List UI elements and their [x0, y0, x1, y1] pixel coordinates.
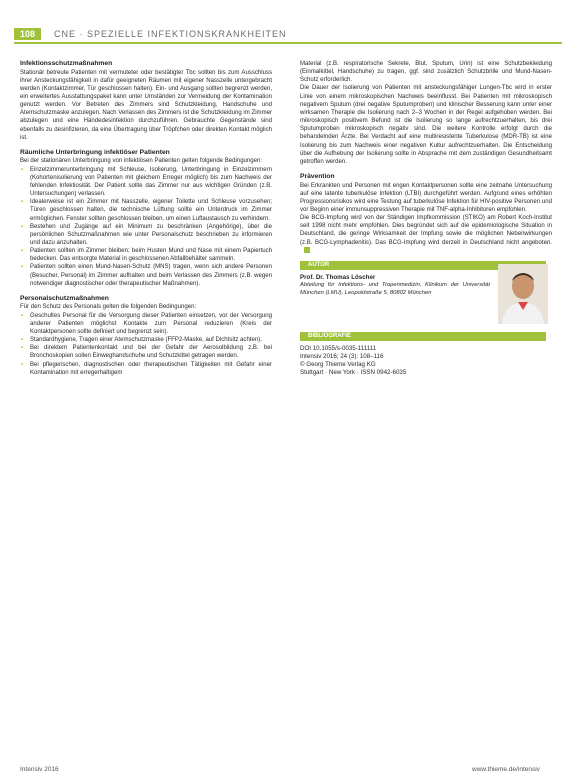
section-heading: Personalschutzmaßnahmen [20, 294, 109, 302]
section-heading: Prävention [300, 173, 335, 181]
footer-left: Intensiv 2016 [20, 766, 59, 773]
footer-right[interactable]: www.thieme.de/intensiv [472, 766, 540, 773]
list-item: ▪ Bestehen und Zugänge auf ein Minimum zu beschränken (Angehörige), über die persönlichen Schutzmaßnahmen wie unter Personalschutz beschrieben zu informieren und dazu anzuhalten. [20, 223, 272, 247]
biblio-line: Intensiv 2016; 24 (3): 108–116 [300, 352, 384, 360]
biblio-line: DOI 10.1055/s-0035-111111 [300, 344, 377, 352]
paragraph-text: Die BCG-Impfung wird von der Ständigen Impfkommission (STIKO) am Robert Koch-Institut seit 1998 nicht mehr empfohlen. Dies begründet sich auf die epidemiologische Situation in Deutschland, die geringe Wirksamkeit der Impfung sowie die möglichen Nebenwirkungen (z.B. BCG-Lymphadenitis). Das BCG-Impfung wird derzeit in Deutschland nicht angeboten. [300, 215, 552, 246]
author-affiliation: Abteilung für Infektions- und Tropenmedizin, Klinikum der Universität München (LMU), Leopoldstraße 5, 80802 München [300, 282, 490, 296]
paragraph: Stationär betreute Patienten mit vermuteter oder bestätigter Tbc sollten bis zum Ausschluss ihrer Ansteckungsfähigkeit in dafür geeigneten Räumen mit eigener Nasszelle untergebracht werden (Kontaktzimmer, Tür geschlossen halten). Ein- und Ausgang sollten begrenzt werden, ein erweitertes Ausstattungspaket kann unter Umständen zur Vermeidung der Kontamination genutzt werden. Vor Betreten des Zimmers sind Schutzkleidung, Handschuhe und Atemschutzmaske anzulegen. Nach Verlassen des Zimmers ist die Schutzkleidung im Zimmer abzulegen und eine Händedesinfektion durchzuführen. Gebrauchte Gegenstände sind ebenfalls zu desinfizieren, da eine Übertragung über Tröpfchen oder direkten Kontakt möglich ist. [20, 69, 272, 141]
list-item: ▪ Einzelzimmerunterbringung mit Schleuse, Isolierung, Unterbringung in Einzelzimmern (Kohortenisolierung von Patienten mit gleichem Erreger möglich) bis zum Nachweis der fehlenden Infektiosität. Der Patient sollte das Zimmer nur aus wichtigen Gründen (z.B. Untersuchungen) verlassen. [20, 166, 272, 199]
bullet-list [20, 312, 272, 377]
bibliography [300, 345, 552, 377]
paragraph: Bei der stationären Unterbringung von infektiösen Patienten gelten folgende Bedingungen: [20, 158, 263, 165]
list-item: ▪ Geschultes Personal für die Versorgung dieser Patienten einsetzen, vor der Versorgung anderer Patienten möglichst Kontakte zum Personal reduzieren (Kreis der Kontaktpersonen sollte definiert und begrenzt sein). [20, 312, 272, 336]
list-item: ▪ Patienten sollten im Zimmer bleiben; beim Husten Mund und Nase mit einem Papiertuch bedecken. Das entsorgte Material in geschlossenen Abfallbehälter sammeln. [20, 247, 272, 263]
right-column [300, 60, 552, 377]
author-label: AUTOR [308, 261, 330, 268]
biblio-line: © Georg Thieme Verlag KG [300, 360, 376, 368]
page-number: 108 [14, 28, 41, 40]
author-photo [498, 264, 548, 324]
list-item: ▪ Idealerweise ist ein Zimmer mit Nasszelle, eigener Toilette und Schleuse vorzusehen; Türen geschlossen halten, die technische Lüftung sollte ein Unterdruck im Zimmer ermöglichen. Fenster sollten geschlossen bleiben, um einen Luftaustausch zu verhindern. [20, 198, 272, 222]
end-mark-icon [304, 247, 310, 253]
section-heading: Infektionsschutzmaßnahmen [20, 60, 113, 67]
paragraph: Für den Schutz des Personals gelten die folgenden Bedingungen: [20, 304, 197, 311]
header-title: CNE · SPEZIELLE INFEKTIONSKRANKHEITEN [54, 29, 287, 39]
paragraph: Material (z.B. respiratorische Sekrete, Blut, Sputum, Urin) ist eine Schutzbekleidung (Einmalkittel, Handschuhe) zu tragen, ggf. sind zusätzlich Schutzbrille und Mund-Nasen-Schutz erforderlich. [300, 61, 552, 84]
author-box [300, 274, 552, 326]
bullet-list [20, 166, 272, 288]
biblio-label: BIBLIOGRAFIE [308, 332, 351, 339]
paragraph [300, 214, 552, 255]
left-column [20, 60, 272, 377]
list-item: ▪ Patienten sollten einen Mund-Nasen-Schutz (MNS) tragen, wenn sich andere Personen (Besucher, Personal) im Zimmer aufhalten und beim Verlassen des Zimmers (z.B. wegen notwendiger diagnostischer oder therapeutischer Maßnahmen). [20, 263, 272, 287]
header-rule [14, 42, 562, 44]
paragraph: Die Dauer der Isolierung von Patienten mit ansteckungsfähiger Lungen-Tbc wird in erster Linie von einem mikroskopischen Nachweis beeinflusst. Bei Patienten mit mikroskopisch negativem Sputum (drei negative Sputumproben) und klinischer Besserung kann unter einer wirksamen Therapie die Isolierung nach 2–3 Wochen in der Regel aufgehoben werden. Bei mikroskopisch positivem Befund ist die Isolierung so lange aufrechtzuerhalten, bis drei Sputumproben mikroskopisch negativ sind. Die weitere Kontrolle erfolgt durch die behandelnden Ärzte. Bei Verdacht auf eine multiresistente Tuberkulose (MDR-TB) ist eine Isolierung bis zum Nachweis einer negativen Kultur aufrechtzuerhalten. Die Entscheidung über die Aufhebung der Isolierung sollte in Absprache mit dem zuständigen Gesundheitsamt getroffen werden. [300, 85, 552, 165]
list-item: ▪ Bei pflegerischen, diagnostischen oder therapeutischen Tätigkeiten mit Gefahr einer Kontamination mit erregerhaltigem [20, 361, 272, 377]
list-item: ▪ Standardhygiene, Tragen einer Atemschutzmaske (FFP2-Maske, auf Dichtsitz achten). [20, 336, 272, 344]
list-item: ▪ Bei direktem Patientenkontakt und bei der Gefahr der Aerosolbildung z.B. bei Bronchoskopien sollen Einweghandschuhe und Schutzkittel getragen werden. [20, 344, 272, 360]
section-heading: Räumliche Unterbringung infektiöser Patienten [20, 148, 170, 156]
biblio-line: Stuttgart · New York · ISSN 0942-6035 [300, 368, 407, 376]
page-header [14, 28, 562, 42]
paragraph: Bei Erkrankten und Personen mit engen Kontaktpersonen sollte eine zeitnahe Untersuchung auf eine latente tuberkulöse Infektion (LTBI) durchgeführt werden. Aufgrund eines erhöhten Progressionsrisikos wird eine Testung auf tuberkulöse Infektion für HIV-positive Personen und vor Beginn einer immunsuppressiven Therapie mit TNF-alpha-Inhibitoren empfohlen. [300, 182, 552, 213]
biblio-bar [300, 332, 546, 341]
author-name: Prof. Dr. Thomas Löscher [300, 273, 376, 281]
